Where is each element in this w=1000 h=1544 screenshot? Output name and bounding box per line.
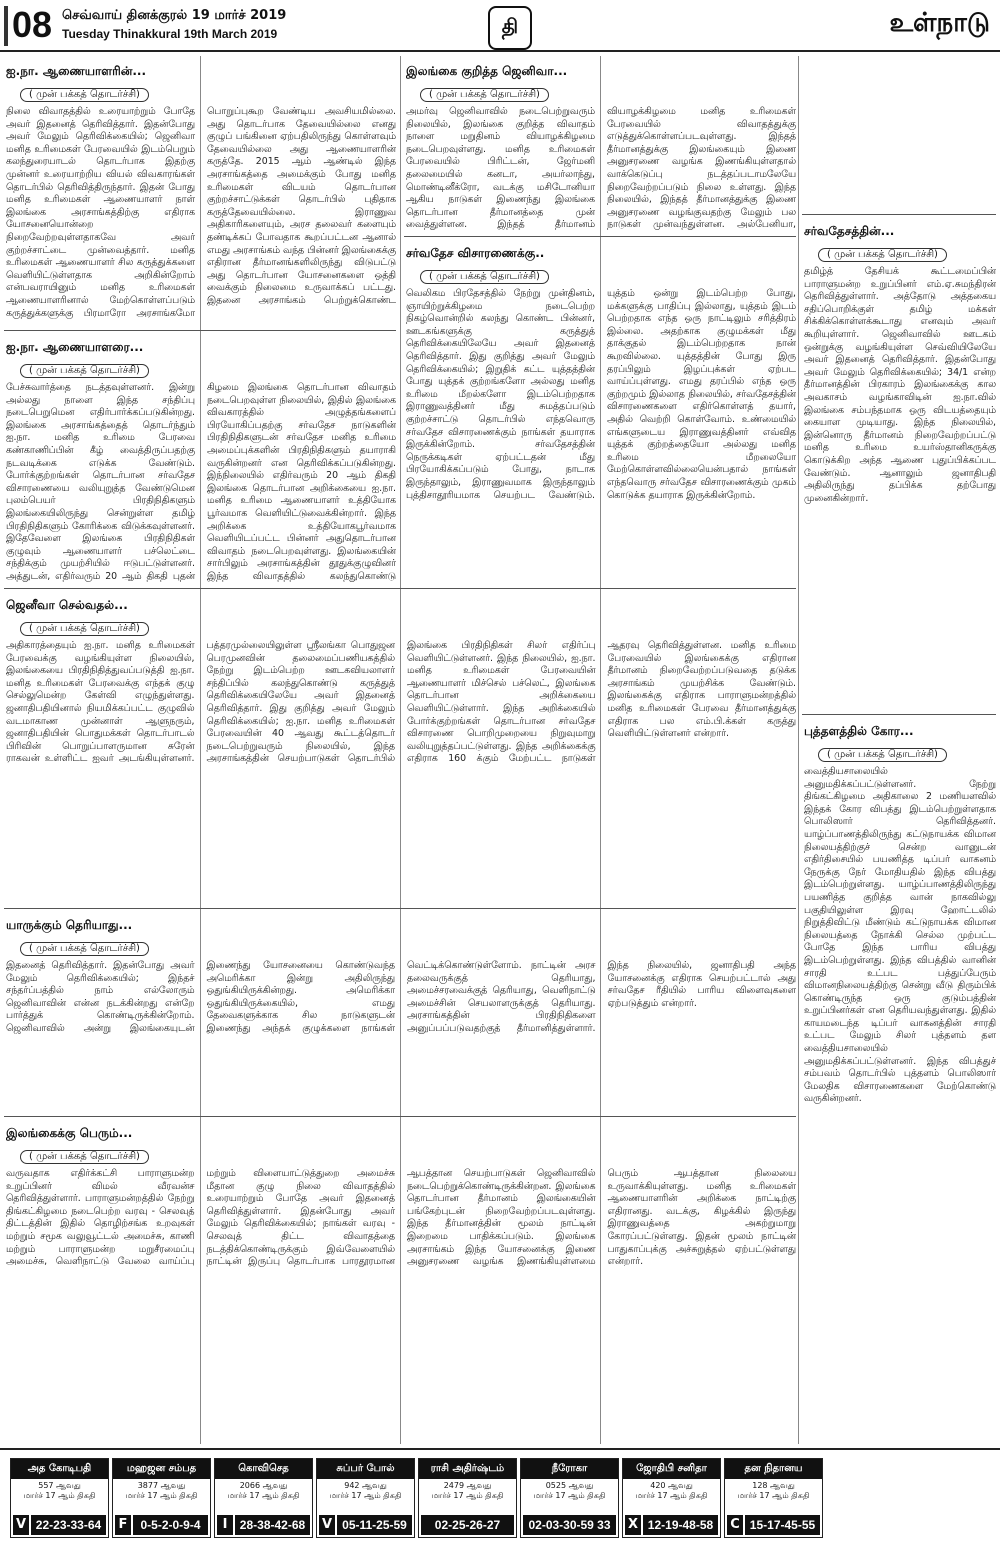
lottery-date: மார்ச் 17 ஆம் திகதி bbox=[737, 1491, 810, 1500]
article-puttalam-accident bbox=[804, 718, 996, 1444]
article-divider bbox=[4, 588, 796, 589]
section-title: உள்நாடு bbox=[889, 8, 990, 38]
lottery-result bbox=[418, 1458, 517, 1538]
article-divider bbox=[4, 330, 396, 331]
article-divider bbox=[802, 714, 996, 715]
article-geneva-sri-lanka bbox=[406, 58, 796, 232]
continued-label: ( முன் பக்கத் தொடர்ச்சி) bbox=[20, 88, 149, 102]
page-header bbox=[0, 0, 1000, 52]
lottery-draw: 2066 ஆவது bbox=[239, 1481, 288, 1490]
article-body: நிலை விவாதத்தில் உரையாற்றும் போதே அவர் இதனைத் தெரிவித்தார். இதன்போது அவர் மேலும் தெரிவிக்கையில்; ஜெனிவா மனித உரிமைகள் பேரவையில் இடம்பெறும் கலந்துரையாடல் தொடர்பாக இதற்கு முன்னர் உரையாற்றிய வியல் விவகாரங்கள் தொடர்பில் தெரிவித்திருந்தார். இதன் போது மனித உரிமைகள் ஆணையாளர் நாள் இலங்கை அரசாங்கத்திற்கு எதிராக யோசனையொன்றை நிறைவேற்றவுள்ளதாகவே அவர் குற்றச்சாட்டை முன்வைத்தார். மனித உரிமைகள் ஆணையாளர் சில கருத்துக்களை வெளியிட்டுள்ளதாக அறிகின்றோம் என்பவராயினும் மனித உரிமைகள் ஆணையாளரினால் மேற்கொள்ளப்படும் கருத்துக்களுக்கு பிரமாரோ அரசாங்கமோ பொறுப்புகூற வேண்டிய அவசியமில்லை. அது தொடர்பாக தேவையில்லை எனது குழுப் பங்கினை ஏற்பதிலிருந்து கொள்ளவும் தேவையில்லை அது ஆணையாளரின் கருத்தே. 2015 ஆம் ஆண்டில் இந்த அரசாங்கத்தை அமைக்கும் போது மனித உரிமைகள் விடயம் தொடர்பான குற்றச்சாட்டுக்கள் தொடர்பில் புதிதாக கருத்தேவையில்லை. இராணுவ அதிகாரிகளையும், அரச தலைவர் களையும் தண்டிக்கப் போவதாக கூறப்பட்டன ஆனால் எமது அரசாங்கம் வந்த பின்னர் இலங்கைக்கு எதிரான தீர்மானங்களிலிருந்து விடுபட்டு அது தொடர்பான யோசனைகளை ஒத்தி வைக்கும் நிலைமை உருவாக்கப் பட்டது. இதனை அரசாங்கம் பெற்றுக்கொண்ட bbox=[6, 106, 396, 319]
lottery-letter: I bbox=[217, 1515, 233, 1535]
article-headline: சர்வதேசத்தின்... bbox=[804, 224, 895, 238]
continued-label: ( முன் பக்கத் தொடர்ச்சி) bbox=[20, 942, 149, 956]
article-headline: இலங்கை குறித்த ஜெனிவா... bbox=[406, 64, 568, 78]
lottery-numbers: 05-11-25-59 bbox=[337, 1515, 412, 1535]
lottery-draw: 128 ஆவது bbox=[752, 1481, 795, 1490]
article-headline: இலங்கைக்கு பெரும்... bbox=[6, 1126, 133, 1140]
article-body: பேச்சுவார்த்தை நடத்தவுள்ளனர். இன்று அல்லது நாளை இந்த சந்திப்பு நடைபெறுமென எதிர்பார்க்கப்படுகின்றது. இலங்கை அரசாங்கத்தைத் தொடர்ந்தும் ஐ.நா. மனித உரிமை பேரவை கண்காணிப்பின் கீழ் வைத்திருப்பதற்கு நடவடிக்கை எடுக்க வேண்டும். போர்க்குற்றங்கள் தொடர்பான சர்வதேச விசாரணையை வலியுறுத்த வேண்டுமென புலம்பெயர் பிரதிநிதிகளும் இலங்கையிலிருந்து சென்றுள்ள தமிழ் பிரதிநிதிகளும் கோரிக்கை விடுக்கவுள்ளனர். இதேவேளை இலங்கை பிரதிநிதிகள் குழுவும் ஆணையாளர் பச்லெட்டை சந்திக்கும் முயற்சியில் ஈடுபட்டுள்ளனர். அத்துடன், எதிர்வரும் 20 ஆம் திகதி புதன் கிழமை இலங்கை தொடர்பான விவாதம் நடைபெறவுள்ள நிலையில், இதில் இலங்கை விவகாரத்தில் அழுத்தங்களைப் பிரயோகிப்பதற்கு சர்வதேச நாடுகளின் பிரதிநிதிகளுடன் சர்வதேச மனித உரிமை அமைப்புக்களின் பிரதிநிதிகளும் தயாராகி வருகின்றனர் என தெரிவிக்கப்படுகின்றது. இந்நிலையில் எதிர்வரும் 20 ஆம் திகதி இலங்கை தொடர்பான அறிக்கையை ஐ.நா. மனித உரிமை ஆணையாளர் உத்தியோக பூர்வமாக வெளியிட்டுவைக்கின்றார். இந்த அறிக்கை உத்தியோகபூர்வமாக வெளியிடப்பட்ட பின்னர் அதுதொடர்பான விவாதம் நடைபெறவுள்ளது. இலங்கையின் சார்பிலும் அரசாங்கத்தின் தூதுக்குழுவினர் இந்த விவாதத்தில் கலந்துகொண்டு bbox=[6, 382, 396, 582]
article-un-commissioner bbox=[6, 58, 396, 326]
lottery-numbers: 02-25-26-27 bbox=[421, 1515, 514, 1535]
lottery-draw: 2479 ஆவது bbox=[443, 1481, 492, 1490]
lottery-name: நீரோகா bbox=[521, 1459, 618, 1479]
continued-label: ( முன் பக்கத் தொடர்ச்சி) bbox=[818, 748, 947, 762]
lottery-letter: C bbox=[727, 1515, 743, 1535]
lottery-numbers: 0-5-2-0-9-4 bbox=[133, 1515, 208, 1535]
article-body: தமிழ்த் தேசியக் கூட்டமைப்பின் பாராளுமன்ற உறுப்பினர் எம்.ஏ.சுமந்திரன் தெரிவித்துள்ளார். அத்தோடு அத்தகைய சதிப்பொறிக்குள் தமிழ் மக்கள் சிக்கிக்கொள்ளக்கூடாது எனவும் அவர் கூறியுள்ளார். ஜெனிவாவில் ஊடகம் ஒன்றுக்கு வழங்கியுள்ள செவ்வியிலேயே அவர் இதனைத் தெரிவித்தார். இதன்போது அவர் மேலும் தெரிவிக்கையில்; 34/1 என்ற தீர்மானத்தின் பிரகாரம் இலங்கைக்கு கால அவகாசம் வழங்காவிடின் ஐ.நா.வில் இலங்கை சம்பந்தமாக ஒரு விடயத்தையும் கையாள முடியாது. இந்த நிலையில், இன்னொரு தீர்மானம் நிறைவேற்றப்பட்டு மனித உரிமை உயர்ஸ்தானிகருக்கு கொடுக்கிற அந்த ஆணை புதுப்பிக்கப்பட வேண்டும். ஆனாலும் ஜனாதிபதி அதிலிருந்து தப்பிக்க தற்போது முனைகின்றார். bbox=[804, 266, 996, 504]
article-body: இதனைத் தெரிவித்தார். இதன்போது அவர் மேலும் தெரிவிக்கையில்; இந்தச் சந்தர்ப்பத்தில் நாம் எல்லோரும் ஜெனிவாவின் என்ன நடக்கின்றது என்றே பார்த்துக் கொண்டிருக்கின்றோம். ஜெனிவாவில் அன்று இலங்கையுடன் இணைந்து யோசனையை கொண்டுவந்த அமெரிக்கா இன்று அதிலிருந்து ஒதுங்கியிருக்கின்றது. அமெரிக்கா ஒதுங்கியிருக்கையில், எமது தேவைகளுக்காக சில நாடுகளுடன் இணைந்து அந்தக் குழுக்களை நாங்கள் வெட்டிக்கொண்டுள்ளோம். நாட்டின் அரச தலைவருக்குத் தெரியாது, அமைச்சரவைக்குத் தெரியாது, வெளிநாட்டு அமைச்சின் செயலாளருக்குத் தெரியாது. அரசாங்கத்தின் பிரதிநிதிகளை அனுப்பப்படுவதற்குத் தீர்மானித்துள்ளார். இந்த நிலையில், ஜனாதிபதி அந்த யோசனைக்கு எதிராக செயற்பட்டால் அது சர்வதேச ரீதியில் பாரிய விளைவுகளை ஏற்படுத்தும் என்றார். bbox=[6, 960, 796, 1034]
lottery-result bbox=[622, 1458, 721, 1538]
lottery-draw: 420 ஆவது bbox=[650, 1481, 693, 1490]
lottery-date: மார்ச் 17 ஆம் திகதி bbox=[125, 1491, 198, 1500]
lottery-numbers: 12-19-48-58 bbox=[643, 1515, 718, 1535]
column-rule bbox=[798, 56, 799, 1444]
lottery-name: சுப்பர் போல் bbox=[317, 1459, 414, 1479]
article-headline: யாருக்கும் தெரியாது... bbox=[6, 918, 133, 932]
continued-label: ( முன் பக்கத் தொடர்ச்சி) bbox=[420, 270, 549, 284]
lottery-date: மார்ச் 17 ஆம் திகதி bbox=[227, 1491, 300, 1500]
lottery-name: ஜோதிபி சனிதா bbox=[623, 1459, 720, 1479]
lottery-name: மஹஜன சம்பத bbox=[113, 1459, 210, 1479]
lottery-result bbox=[112, 1458, 211, 1538]
lottery-letter: X bbox=[625, 1515, 641, 1535]
lottery-draw: 942 ஆவது bbox=[344, 1481, 387, 1490]
lottery-date: மார்ச் 17 ஆம் திகதி bbox=[635, 1491, 708, 1500]
lottery-draw: 3877 ஆவது bbox=[137, 1481, 186, 1490]
lottery-numbers: 28-38-42-68 bbox=[235, 1515, 310, 1535]
date-line-english: Tuesday Thinakkural 19th March 2019 bbox=[62, 27, 278, 41]
article-geneva-delegation bbox=[6, 592, 796, 904]
article-divider bbox=[4, 908, 796, 909]
continued-label: ( முன் பக்கத் தொடர்ச்சி) bbox=[20, 364, 149, 378]
article-international-inquiry bbox=[406, 240, 796, 584]
lottery-numbers: 02-03-30-59 33 bbox=[523, 1515, 616, 1535]
lottery-draw: 557 ஆவது bbox=[38, 1481, 81, 1490]
date-line-tamil: செவ்வாய் தினக்குரல் 19 மார்ச் 2019 bbox=[62, 8, 287, 23]
lottery-numbers: 22-23-33-64 bbox=[31, 1515, 106, 1535]
lottery-letter: F bbox=[115, 1515, 131, 1535]
article-divider bbox=[404, 236, 796, 237]
article-body: அமர்வு ஜெனிவாவில் நடைபெற்றுவரும் நிலையில், இலங்கை குறித்த விவாதம் நாளை மறுதினம் வியாழக்கிழமை நடைபெறவுள்ளது. மனித உரிமைகள் பேரவையில் பிரிட்டன், ஜேர்மனி தலைமையில் கனடா, அயர்லாந்து, மொண்டினீக்ரோ, வடக்கு மசிடோனியா ஆகிய நாடுகள் இணைந்து இலங்கை தொடர்பான தீர்மானத்தை முன் வைத்துள்ளன. இந்தத் தீர்மானம் வியாழக்கிழமை மனித உரிமைகள் பேரவையில் விவாதத்துக்கு எடுத்துக்கொள்ளப்படவுள்ளது. இந்தத் தீர்மானத்துக்கு இலங்கையும் இணை அனுசரணை வழங்க இணங்கியுள்ளதால் வாக்கெடுப்பு நடத்தப்படாமலேயே நிறைவேற்றப்படும் நிலை உள்ளது. இந்த நிலையில், இந்தத் தீர்மானத்துக்கு இணை அனுசரணை வழங்குவதற்கு மேலும் பல நாடுகள் முன்வந்துள்ளன. அல்பேனியா, bbox=[406, 106, 796, 231]
continued-label: ( முன் பக்கத் தொடர்ச்சி) bbox=[20, 622, 149, 636]
article-body: வருவதாக எதிர்க்கட்சி பாராளுமன்ற உறுப்பினர் விமல் வீரவன்ச தெரிவித்துள்ளார். பாராளுமன்றத்தில் நேற்று திங்கட்கிழமை நடைபெற்ற வரவு - செலவுத் திட்டத்தின் இதில் தொழிற்சங்க உறவுகள் மற்றும் சமூக வலுவூட்டல் அமைச்சு, காணி மற்றும் பாராளுமன்ற மறுசீரமைப்பு அமைச்சு, வெளிநாட்டு வேலை வாய்ப்பு மற்றும் விளையாட்டுத்துறை அமைச்சு மீதான குழு நிலை விவாதத்தில் உரையாற்றும் போதே அவர் இதனைத் தெரிவித்துள்ளார். இதன்போது அவர் மேலும் தெரிவிக்கையில்; நாங்கள் வரவு - செலவுத் திட்ட விவாதத்தை நடத்திக்கொண்டிருக்கும் இவ்வேளையில் நாட்டின் இருப்பு தொடர்பாக பாரதூரமான ஆபத்தான செயற்பாடுகள் ஜெனிவாவில் நடைபெற்றுக்கொண்டிருக்கின்றன. இலங்கை தொடர்பான தீர்மானம் இலங்கையின் பங்கேற்புடன் நிறைவேற்றப்படவுள்ளது. இந்த தீர்மானத்தின் மூலம் நாட்டின் இறைமை பாதிக்கப்படும். இலங்கை அரசாங்கம் இந்த யோசனைக்கு இணை அனுசரணை வழங்க இணங்கியுள்ளமை பெரும் ஆபத்தான நிலையை உருவாக்கியுள்ளது. மனித உரிமைகள் ஆணையாளரின் அறிக்கை நாட்டிற்கு எதிரானது. வடக்கு, கிழக்கில் இருந்து இராணுவத்தை அகற்றுமாறு கோரப்பட்டுள்ளது. இதன் மூலம் நாட்டின் பாதுகாப்புக்கு அச்சுறுத்தல் ஏற்பட்டுள்ளது என்றார். bbox=[6, 1168, 796, 1268]
article-headline: புத்தளத்தில் கோர... bbox=[804, 724, 914, 738]
lottery-name: கொவிசெத bbox=[215, 1459, 312, 1479]
lottery-result bbox=[724, 1458, 823, 1538]
article-un-commissioner-meeting bbox=[6, 334, 396, 584]
lottery-numbers: 15-17-45-55 bbox=[745, 1515, 820, 1535]
lottery-result bbox=[214, 1458, 313, 1538]
article-body: வெலிகம பிரதேசத்தில் நேற்று முன்தினம், ஞாயிற்றுக்கிழமை நடைபெற்ற நிகழ்வொன்றில் கலந்து கொண்ட பின்னர், ஊடகங்களுக்கு கருத்துத் தெரிவிக்கையிலேயே அவர் இதனைத் தெரிவித்தார். இது குறித்து அவர் மேலும் தெரிவிக்கையில்; இறுதிக் கட்ட யுத்தத்தின் போது யுத்தக் குற்றங்களோ அல்லது மனித உரிமை மீறல்களோ இடம்பெற்றதாக இராணுவத்தினர் மீது சுமத்தப்படும் குற்றச்சாட்டு தொடர்பில் எந்தவொரு சர்வதேச விசாரணைக்கும் நாங்கள் தயாராக இருக்கின்றோம். சர்வதேசத்தின் நெருக்கடிகள் ஏற்பட்டதன் மீது பிரயோகிக்கப்படும் போது, நாடாக இருந்தாலும், இராணுவமாக இருந்தாலும் புத்திசாதூரியமாக செயற்பட வேண்டும். யுத்தம் ஒன்று இடம்பெற்ற போது, மக்களுக்கு பாதிப்பு இல்லாது, யுத்தம் இடம் பெற்றதாக எந்த ஒரு நாட்டிலும் சரித்திரம் இல்லை. அதற்காக குழுமக்கள் மீது தாக்குதல் இடம்பெற்றதாக நான் கூறவில்லை. யுத்தத்தின் போது இரு தரப்பிலும் இழப்புக்கள் ஏற்பட வாய்ப்புள்ளது. எமது தரப்பில் எந்த ஒரு குற்றமும் இல்லாத நிலையில், சர்வதேசத்தின் விசாரணைகளை எதிர்கொள்ளத் தயார், அதில் வெற்றி கொள்வோம். உண்மையில் எங்களுடைய இராணுவத்தினர் எவ்வித யுத்தக் குற்றத்தையோ அல்லது மனித உரிமை மீறலையோ மேற்கொள்ளவில்லையென்பதால் நாங்கள் எந்தவொரு சர்வதேச விசாரணைக்கும் முகம் கொடுக்க தயாராக இருக்கின்றோம். bbox=[406, 288, 796, 501]
article-headline: ஐ.நா. ஆணையாளரை... bbox=[6, 340, 144, 354]
article-headline: ஜெனீவா செல்வதல்... bbox=[6, 598, 128, 612]
lottery-result bbox=[520, 1458, 619, 1538]
lottery-result bbox=[316, 1458, 415, 1538]
article-divider bbox=[802, 214, 996, 215]
lottery-date: மார்ச் 17 ஆம் திகதி bbox=[329, 1491, 402, 1500]
lottery-date: மார்ச் 17 ஆம் திகதி bbox=[431, 1491, 504, 1500]
lottery-date: மார்ச் 17 ஆம் திகதி bbox=[23, 1491, 96, 1500]
article-international-trap bbox=[804, 218, 996, 710]
article-headline: ஐ.நா. ஆணையாளரின்... bbox=[6, 64, 147, 78]
page-number: 08 bbox=[12, 4, 53, 45]
article-nobody-knows bbox=[6, 912, 796, 1112]
article-big-danger bbox=[6, 1120, 796, 1444]
continued-label: ( முன் பக்கத் தொடர்ச்சி) bbox=[420, 88, 549, 102]
lottery-letter: V bbox=[13, 1515, 29, 1535]
continued-label: ( முன் பக்கத் தொடர்ச்சி) bbox=[20, 1150, 149, 1164]
lottery-name: தன நிதானய bbox=[725, 1459, 822, 1479]
lottery-draw: 0525 ஆவது bbox=[545, 1481, 594, 1490]
lottery-date: மார்ச் 17 ஆம் திகதி bbox=[533, 1491, 606, 1500]
lottery-results-strip bbox=[0, 1448, 1000, 1544]
lottery-letter: V bbox=[319, 1515, 335, 1535]
continued-label: ( முன் பக்கத் தொடர்ச்சி) bbox=[818, 248, 947, 262]
article-body: அதிகாரத்தையும் ஐ.நா. மனித உரிமைகள் பேரவைக்கு வழங்கியுள்ள நிலையில், இலங்கையை பிரதிநிதித்துவப்படுத்தி ஐ.நா. மனித உரிமைகள் பேரவைக்கு எந்தக் குழு செல்லுமென்ற கேள்வி எழுந்துள்ளது. ஜனாதிபதியினால் நியமிக்கப்பட்ட குழுவில் வடமாகாண முன்னாள் ஆளுநரும், ஜனாதிபதியின் பொதுமக்கள் தொடர்பாடல் பிரிவின் பொறுப்பாளருமான சுரேன் ராகவன் உள்ளிட்ட ஐவர் அடங்கியுள்ளனர். பத்தரமுல்லையிலுள்ள ஸ்ரீலங்கா பொதுஜன பெரமுனவின் தலைமைப்பணியகத்தில் நேற்று இடம்பெற்ற ஊடகவியலாளர் சந்திப்பில் கலந்துகொண்டு கருத்துத் தெரிவிக்கையிலேயே அவர் இதனைத் தெரிவித்தார். இது குறித்து அவர் மேலும் தெரிவிக்கையில்; ஐ.நா. மனித உரிமைகள் பேரவையின் 40 ஆவது கூட்டத்தொடர் நடைபெற்றுவரும் நிலையில், இந்த அரசாங்கத்தின் செயற்பாடுகள் தொடர்பில் இலங்கை பிரதிநிதிகள் சிலர் எதிர்ப்பு வெளியிட்டுள்ளனர். இந்த நிலையில், ஐ.நா. மனித உரிமைகள் பேரவையின் ஆணையாளர் மிச்செல் பச்லெட், இலங்கை தொடர்பான அறிக்கையை வெளியிட்டுள்ளார். இந்த அறிக்கையில் போர்க்குற்றங்கள் தொடர்பான சர்வதேச விசாரணை பொறிமுறையை நிறுவுமாறு வலியுறுத்தப்பட்டுள்ளது. இந்த அறிக்கைக்கு எதிராக 160 க்கும் மேற்பட்ட நாடுகள் ஆதரவு தெரிவித்துள்ளன. மனித உரிமை பேரவையில் இலங்கைக்கு எதிரான தீர்மானம் நிறைவேற்றப்படுவதை தடுக்க அரசாங்கம் முயற்சிக்க வேண்டும். இலங்கைக்கு எதிராக பாராளுமன்றத்தில் மனித உரிமைகள் பேரவை தீர்மானத்துக்கு எதிராக பல எம்.பி.க்கள் கருத்து வெளியிட்டுள்ளனர் என்றார். bbox=[6, 640, 796, 765]
lottery-result bbox=[10, 1458, 109, 1538]
page-number-bar bbox=[4, 6, 8, 46]
lottery-name: அத கோடிபதி bbox=[11, 1459, 108, 1479]
article-divider bbox=[4, 1116, 796, 1117]
article-body: வைத்தியசாலையில் அனுமதிக்கப்பட்டுள்ளனர். நேற்று திங்கட்கிழமை அதிகாலை 2 மணியளவில் இந்தக் கோர விபத்து இடம்பெற்றுள்ளதாக பொலிஸார் தெரிவித்தனர். யாழ்ப்பாணத்திலிருந்து கட்டுநாயக்க விமான நிலையத்திற்குச் சென்ற வானுடன் எதிர்திசையில் பயணித்த டிப்பர் வாகனம் நேருக்கு நேர் மோதியதில் இந்த விபத்து இடம்பெற்றுள்ளது. யாழ்ப்பாணத்திலிருந்து பயணித்த குறித்த வான் நாகவில்லு பகுதியிலுள்ள இரவு ஹோட்டலில் நிறுத்திவிட்டு மீண்டும் கட்டுநாயக்க விமான நிலையத்தை நோக்கி செல்ல முற்பட்ட போதே இந்த பாரிய விபத்து இடம்பெற்றுள்ளது. இந்த விபத்தில் வானின் சாரதி உட்பட பத்துப்பேரும் விமானநிலையத்திற்கு சென்று வீடு திரும்பிக் கொண்டிருந்த ஒரு குடும்பத்தின் உறுப்பினர்கள் என தெரியவந்துள்ளது. இதில் காயமடைந்த டிப்பர் வாகனத்தின் சாரதி உட்பட மேலும் சிலர் புத்தளம் தள வைத்தியசாலையில் அனுமதிக்கப்பட்டுள்ளனர். இந்த விபத்துச் சம்பவம் தொடர்பில் புத்தளம் பொலிஸார் மேலதிக விசாரணைகளை மேற்கொண்டு வருகின்றனர். bbox=[804, 766, 996, 1105]
lottery-name: ராசி அதிர்ஷ்டம் bbox=[419, 1459, 516, 1479]
article-headline: சர்வதேச விசாரணைக்கு.. bbox=[406, 246, 545, 260]
newspaper-logo: தி bbox=[488, 6, 532, 50]
